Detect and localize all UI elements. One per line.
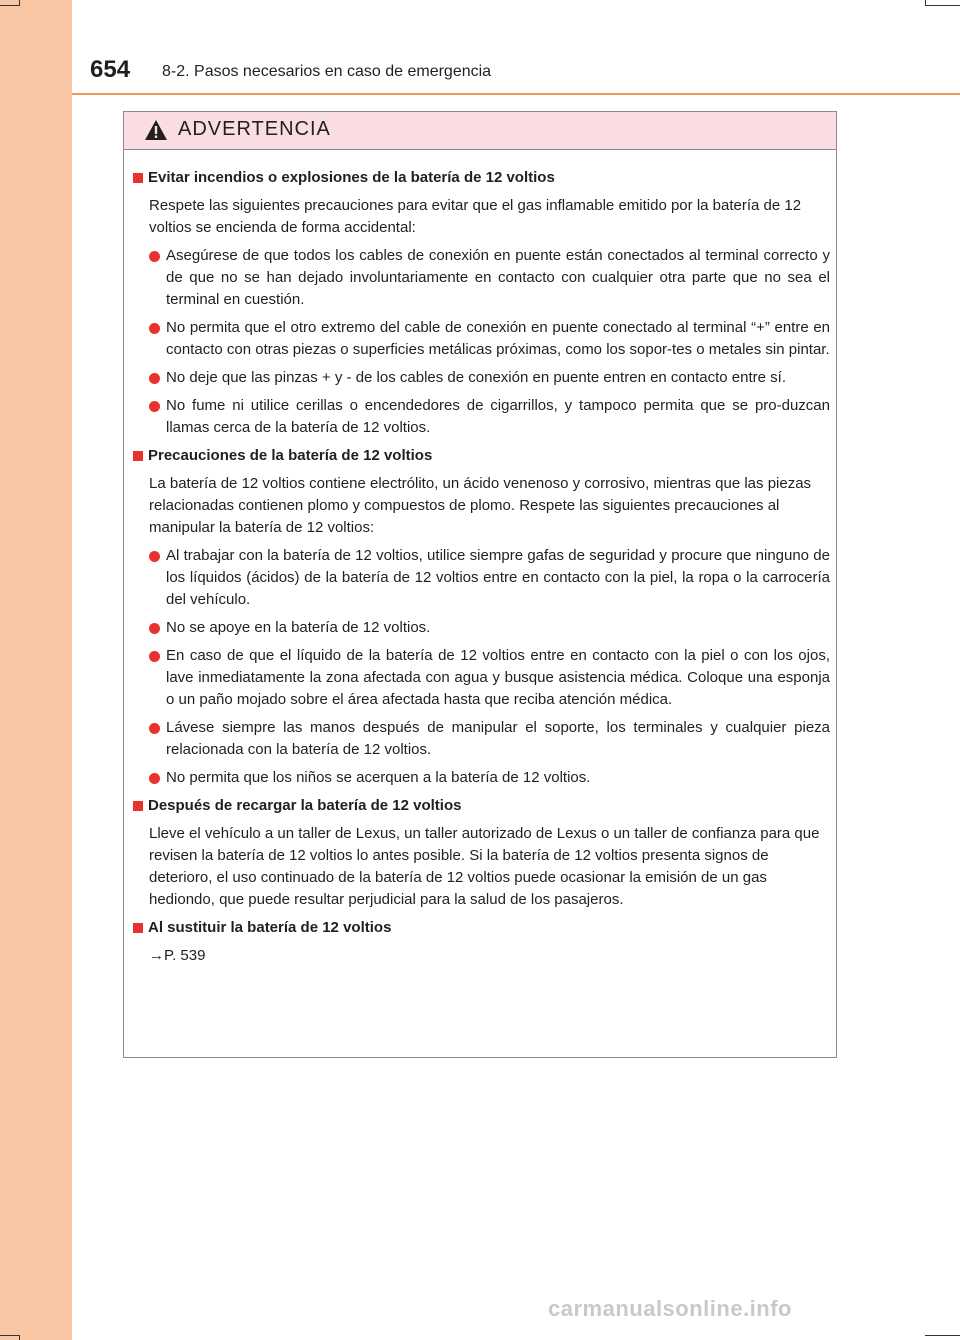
- warning-triangle-icon: [144, 119, 168, 141]
- list-item: [133, 645, 830, 711]
- list-item-text: No permita que los niños se acerquen a la batería de 12 voltios.: [166, 769, 591, 786]
- list-item: [133, 245, 830, 311]
- list-item-text: No permita que el otro extremo del cable de conexión en puente conectado al terminal “+” entre en contacto con otras piezas o superficies metálicas próximas, como los sopor-tes o metales sin pintar.: [166, 319, 830, 358]
- list-item-text: Asegúrese de que todos los cables de conexión en puente están conectados al terminal correcto y de que no se han dejado involuntariamente en contacto con cualquier otra parte que no sea el terminal en cuestión.: [166, 247, 830, 308]
- bullet-dot-icon: [149, 723, 160, 734]
- section-heading: [133, 167, 830, 189]
- section-heading: [133, 917, 830, 939]
- crop-mark: [19, 0, 20, 6]
- warning-box: [123, 111, 837, 1058]
- list-item-text: Al trabajar con la batería de 12 voltios, utilice siempre gafas de seguridad y procure que ninguno de los líquidos (ácidos) de la batería de 12 voltios entre en contacto con la piel, la ropa o la carrocería del vehículo.: [166, 547, 830, 608]
- square-bullet-icon: [133, 801, 143, 811]
- list-item: [133, 617, 830, 639]
- warning-header: [124, 112, 836, 150]
- section-heading-text: Precauciones de la batería de 12 voltios: [148, 447, 433, 464]
- list-item: [133, 717, 830, 761]
- section-title: 8-2. Pasos necesarios en caso de emergencia: [162, 63, 492, 80]
- section-intro: La batería de 12 voltios contiene electrólito, un ácido venenoso y corrosivo, mientras que las piezas relacionadas contienen plomo y compuestos de plomo. Respete las siguientes precauciones al manipular la batería de 12 voltios:: [149, 475, 812, 536]
- list-item-text: Lávese siempre las manos después de manipular el soporte, los terminales y cualquier pieza relacionada con la batería de 12 voltios.: [166, 719, 830, 758]
- square-bullet-icon: [133, 451, 143, 461]
- page-number: 654: [90, 56, 131, 83]
- list-item-text: No deje que las pinzas + y - de los cables de conexión en puente entren en contacto entre sí.: [166, 369, 786, 386]
- section-heading-text: Evitar incendios o explosiones de la batería de 12 voltios: [148, 169, 555, 186]
- list-item: [133, 317, 830, 361]
- crop-mark: [0, 5, 20, 6]
- bullet-dot-icon: [149, 773, 160, 784]
- section-intro: Lleve el vehículo a un taller de Lexus, un taller autorizado de Lexus o un taller de confianza para que revisen la batería de 12 voltios lo antes posible. Si la batería de 12 voltios presenta signos de deterioro, el uso continuado de la batería de 12 voltios puede ocasionar la emisión de un gas hediondo, que puede resultar perjudicial para la salud de los pasajeros.: [149, 825, 820, 908]
- list-item: [133, 545, 830, 611]
- section-heading: [133, 445, 830, 467]
- side-tab-band: [0, 0, 72, 1340]
- bullet-dot-icon: [149, 401, 160, 412]
- square-bullet-icon: [133, 923, 143, 933]
- warning-label: ADVERTENCIA: [178, 118, 331, 140]
- list-item-text: En caso de que el líquido de la batería de 12 voltios entre en contacto con la piel o con los ojos, lave inmediatamente la zona afectada con agua y busque asistencia médica. Coloque una esponja o un paño mojado sobre el área afectada hasta que reciba atención médica.: [166, 647, 830, 708]
- section-heading-text: Después de recargar la batería de 12 voltios: [148, 797, 462, 814]
- crop-mark: [925, 1335, 960, 1336]
- section-heading-text: Al sustituir la batería de 12 voltios: [148, 919, 392, 936]
- page-reference-link[interactable]: →P. 539: [149, 947, 206, 964]
- bullet-dot-icon: [149, 623, 160, 634]
- warning-content: [133, 167, 830, 967]
- list-item-text: No se apoye en la batería de 12 voltios.: [166, 619, 431, 636]
- crop-mark: [19, 1335, 20, 1340]
- list-item: [133, 367, 830, 389]
- footer-watermark: carmanualsonline.info: [548, 1296, 792, 1321]
- section-heading: [133, 795, 830, 817]
- section-intro: Respete las siguientes precauciones para evitar que el gas inflamable emitido por la batería de 12 voltios se encienda de forma accidental:: [149, 197, 802, 236]
- bullet-dot-icon: [149, 323, 160, 334]
- crop-mark: [0, 1335, 20, 1336]
- list-item-text: No fume ni utilice cerillas o encendedores de cigarrillos, y tampoco permita que se pro-duzcan llamas cerca de la batería de 12 voltios.: [166, 397, 830, 436]
- bullet-dot-icon: [149, 651, 160, 662]
- crop-mark: [925, 5, 960, 6]
- header-rule: [72, 93, 960, 95]
- list-item: [133, 767, 830, 789]
- bullet-dot-icon: [149, 251, 160, 262]
- square-bullet-icon: [133, 173, 143, 183]
- bullet-dot-icon: [149, 551, 160, 562]
- bullet-dot-icon: [149, 373, 160, 384]
- list-item: [133, 395, 830, 439]
- crop-mark: [925, 0, 926, 6]
